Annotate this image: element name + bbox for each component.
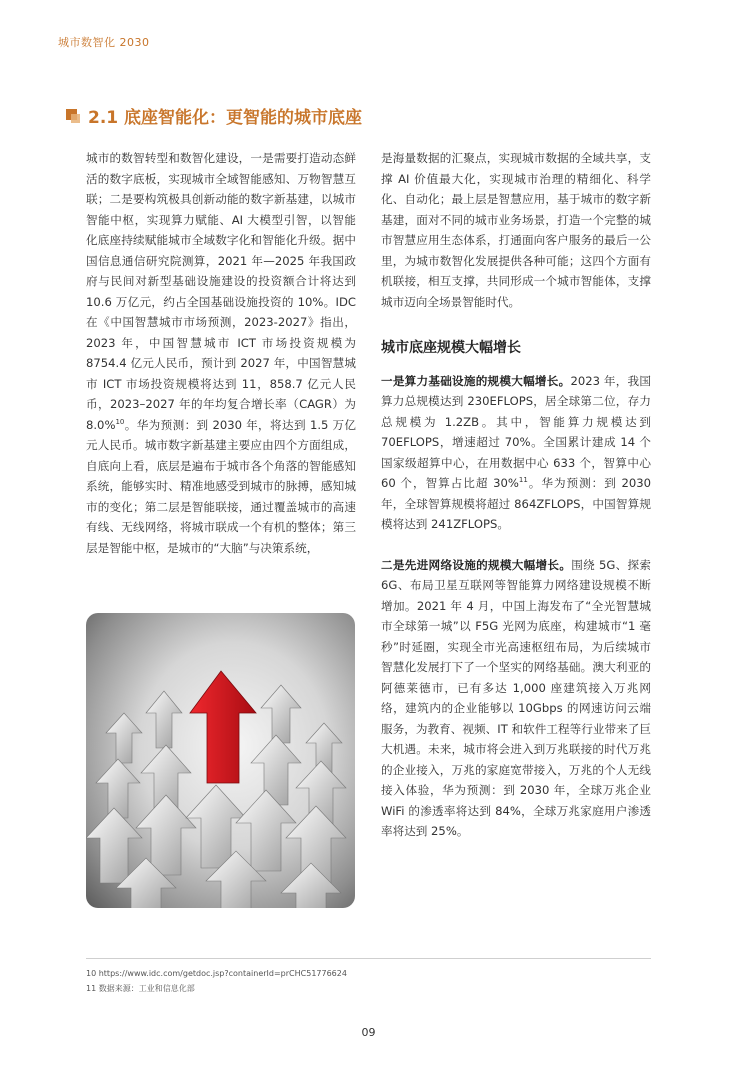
intro-paragraph: 城市的数智转型和数智化建设，一是需要打造动态鲜活的数字底板，实现城市全域智能感知、万物智慧互联；二是要构筑极具创新动能的数字新基建，以城市智能中枢，实现算力赋能、AI 大模型引智，以智能化底座持续赋能城市全域数字化和智能化升级。据中国信息通信研究院测算，2021 年—2025 年我国政府与民间对新型基础设施建设的投资额合计将达到 10.6 万亿元，约占全国基础设施投资的 10%。IDC 在《中国智慧城市市场预测，2023-2027》指出，2023 年，中国智慧城市 ICT 市场投资规模为 8754.4 亿元人民币，预计到 2027 年，中国智慧城市 ICT 市场投资规模将达到 11，858.7 亿元人民币，2023–2027 年的年均复合增长率（CAGR）为 8.0%$^{10}$。华为预测：到 2030 年，将达到 1.5 万亿元人民币。城市数字新基建主要应由四个方面组成，自底向上看，底层是遍布于城市各个角落的智能感知系统，能够实时、精准地感受到城市的脉搏，感知城市的变化；第二层是智能联接，通过覆盖城市的高速有线、无线网络，将城市联成一个有机的整体；第三层是智能中枢，是城市的“大脑”与决策系统， xyxy=(86,151,356,555)
network-paragraph: 二是先进网络设施的规模大幅增长。围绕 5G、探索 6G、布局卫星互联网等智能算力网络建设规模不断增加。2021 年 4 月，中国上海发布了“全光智慧城市全球第一城”以 F5G 光网为底座，构建城市“1 毫秒”时延圈，实现全市光高速枢纽布局，为后续城市智慧化发展打下了一个坚实的网络基础。澳大利亚的阿德莱德市，已有多达 1,000 座建筑接入万兆网络，建筑内的企业能够以 10Gbps 的网速访问云端服务，为教育、视频、IT 和软件工程等行业带来了巨大机遇。未来，城市将会进入到万兆联接的时代万兆的企业接入，万兆的家庭宽带接入，万兆的个人无线接入体验，华为预测：到 2030 年，全球万兆企业 WiFi 的渗透率将达到 84%，全球万兆家庭用户渗透率将达到 25%。 xyxy=(381,557,651,838)
footnote-ref-10: 10 xyxy=(115,417,125,426)
continuation-paragraph: 是海量数据的汇聚点，实现城市数据的全域共享，支撑 AI 价值最大化，实现城市治理的精细化、科学化、自动化；最上层是智慧应用，基于城市的数字新基建，面对不同的城市业务场景，打造一个完整的城市智慧应用生态体系，打通面向客户服务的最后一公里，为城市数智化发展提供各种可能；这四个方面有机联接，相互支撑，共同形成一个城市智能体，支撑城市迈向全场景智能时代。 xyxy=(381,151,651,309)
right-column xyxy=(381,148,651,842)
section-title: 2.1 底座智能化：更智能的城市底座 xyxy=(88,108,363,128)
subheading: 城市底座规模大幅增长 xyxy=(381,340,521,356)
red-arrow xyxy=(190,671,256,783)
red-arrow-photo xyxy=(86,613,355,908)
left-column xyxy=(86,148,356,558)
footnote-11: 11 数据来源：工业和信息化部 xyxy=(86,984,195,993)
running-head: 城市数智化 2030 xyxy=(58,36,150,49)
footnote-10: 10 https://www.idc.com/getdoc.jsp?containerId=prCHC51776624 xyxy=(86,969,347,978)
footnotes xyxy=(86,966,347,996)
page-number: 09 xyxy=(361,1026,376,1039)
section-heading xyxy=(66,103,362,128)
section-square-icon xyxy=(66,109,80,123)
footnote-ref-11: 11 xyxy=(518,476,528,485)
compute-paragraph: 一是算力基础设施的规模大幅增长。2023 年，我国算力总规模达到 230EFLOPS，居全球第二位，存力总规模为 1.2ZB。其中，智能算力规模达到 70EFLOPS，增速超过 70%。全国累计建成 14 个国家级超算中心，在用数据中心 633 个，智算中心 60 个，智算占比超 30%$^{11}$。华为预测：到 2030 年，全球智算规模将超过 864ZFLOPS，中国智算规模将达到 241ZFLOPS。 xyxy=(381,373,651,531)
footnote-divider xyxy=(86,958,651,959)
